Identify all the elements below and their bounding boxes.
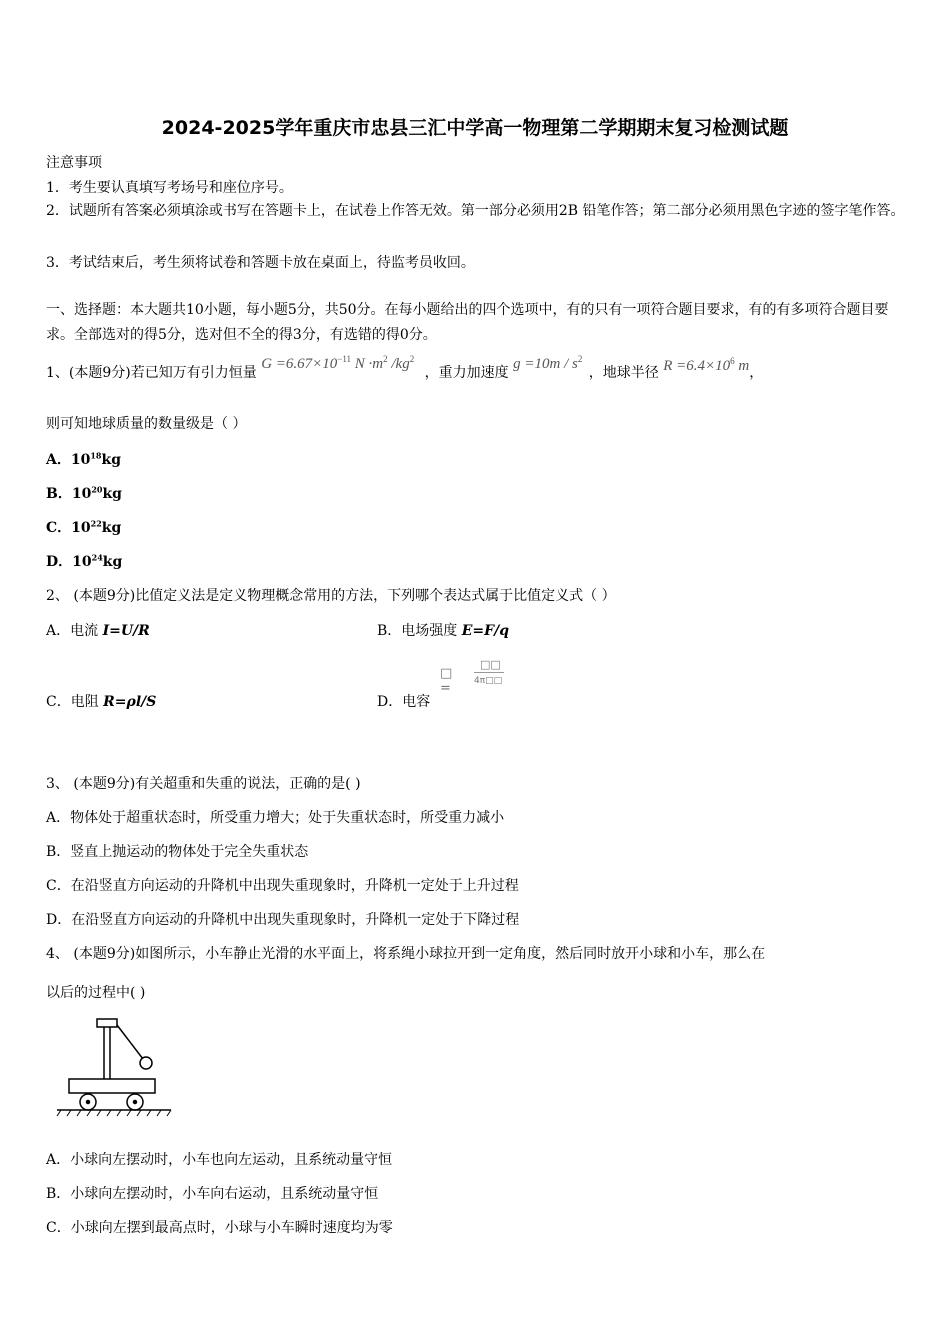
q3-option-c[interactable]: C．在沿竖直方向运动的升降机中出现失重现象时，升降机一定处于上升过程 xyxy=(46,878,519,894)
q1-end: ， xyxy=(749,365,764,381)
q3-option-d[interactable]: D．在沿竖直方向运动的升降机中出现失重现象时，升降机一定处于下降过程 xyxy=(46,912,520,928)
notice-item: 1．考生要认真填写考场号和座位序号。 xyxy=(46,180,293,196)
q1-option-b[interactable]: B．$10^{20}kg$ xyxy=(46,484,122,502)
q1-option-d[interactable]: D．$10^{24}kg$ xyxy=(46,552,123,570)
q3-stem: 3、 (本题9分)有关超重和失重的说法，正确的是( ) xyxy=(46,776,361,792)
q1-mid2: ，地球半径 xyxy=(588,365,659,381)
q2-option-d[interactable]: D．电容 xyxy=(377,694,431,710)
q4-option-c[interactable]: C．小球向左摆到最高点时，小球与小车瞬时速度均为零 xyxy=(46,1220,393,1236)
q4-option-b[interactable]: B．小球向左摆动时，小车向右运动，且系统动量守恒 xyxy=(46,1186,379,1202)
q1-stem xyxy=(46,354,764,382)
notice-heading: 注意事项 xyxy=(46,155,102,171)
q4-option-a[interactable]: A．小球向左摆动时，小车也向左运动，且系统动量守恒 xyxy=(46,1152,393,1168)
q4-stem: 4、 (本题9分)如图所示，小车静止光滑的水平面上，将系绳小球拉开到一定角度，然后同时放开小球和小车，那么在 xyxy=(46,946,766,962)
q2-option-c[interactable]: C．电阻 R=ρl/S xyxy=(46,694,157,710)
q3-option-a[interactable]: A．物体处于超重状态时，所受重力增大；处于失重状态时，所受重力减小 xyxy=(46,810,505,826)
notice-item: 2．试题所有答案必须填涂或书写在答题卡上，在试卷上作答无效。第一部分必须用2B 铅笔作答；第二部分必须用黑色字迹的签字笔作答。 xyxy=(46,203,905,219)
q1-option-a[interactable]: A．$10^{18}kg$ xyxy=(46,450,121,468)
page-title: 2024-2025学年重庆市忠县三汇中学高一物理第二学期期末复习检测试题 xyxy=(161,117,789,139)
q2-option-b[interactable]: B．电场强度 E=F/q xyxy=(377,623,509,639)
section-heading: 一、选择题：本大题共10小题，每小题5分，共50分。在每小题给出的四个选项中，有的只有一项符合题目要求，有的有多项符合题目要求。全部选对的得5分，选对但不全的得3分，有选错的得0分。 xyxy=(46,302,889,343)
notice-item: 3．考试结束后，考生须将试卷和答题卡放在桌面上，待监考员收回。 xyxy=(46,255,475,271)
q1-earth-radius: $R =6.4\times 10^6$ m xyxy=(663,356,750,374)
q1-option-c[interactable]: C．$10^{22}kg$ xyxy=(46,518,122,536)
q1-gravitational-constant: $G =6.67\times 10^{-11}$ $N \cdot m^2$ $/kg^2$ xyxy=(261,354,415,372)
cart-pendulum-figure xyxy=(55,1015,175,1120)
q2-option-a[interactable]: A．电流 I=U/R xyxy=(46,623,150,639)
q1-gravity-accel: $g =10m / s^2$ xyxy=(513,354,583,372)
q4-stem-cont: 以后的过程中( ) xyxy=(46,985,146,1001)
q1-question: 则可知地球质量的数量级是（ ） xyxy=(46,416,247,432)
q2-stem: 2、 (本题9分)比值定义法是定义物理概念常用的方法，下列哪个表达式属于比值定义式（ ） xyxy=(46,588,616,604)
q3-option-b[interactable]: B．竖直上抛运动的物体处于完全失重状态 xyxy=(46,844,309,860)
q1-mid1: ，重力加速度 xyxy=(424,365,509,381)
q1-prefix: 1、(本题9分)若已知万有引力恒量 xyxy=(46,365,257,381)
